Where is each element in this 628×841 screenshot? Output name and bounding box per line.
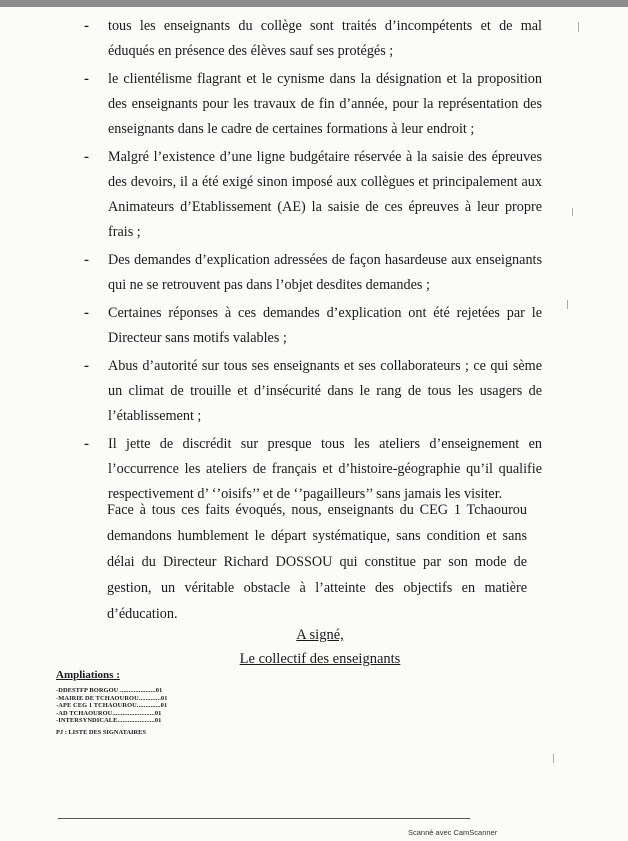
grievance-text: Des demandes d’explication adressées de façon hasardeuse aux enseignants qui ne se retrouvent pas dans l’objet desdites demandes ;	[108, 252, 542, 293]
bullet-marker: -	[84, 71, 89, 87]
bullet-marker: -	[84, 149, 89, 165]
signatory-collective: Le collectif des enseignants	[239, 651, 401, 667]
scan-speck	[572, 208, 573, 216]
grievance-text: le clientélisme flagrant et le cynisme dans la désignation et la proposition des enseignants pour les travaux de fin d’année, pour la représentation des enseignants dans le cadre de certaines formations à leur endroit ;	[108, 71, 542, 137]
grievance-text: tous les enseignants du collège sont traités d’incompétents et de mal éduqués en présence des élèves sauf ses protégés ;	[108, 18, 542, 59]
grievance-text: Malgré l’existence d’une ligne budgétaire réservée à la saisie des épreuves des devoirs, il a été exigé sinon imposé aux collègues et principalement aux Animateurs d’Etablissement (AE) la saisie de ces épreuves à leur propre frais ;	[108, 149, 542, 240]
signature-block	[190, 625, 450, 669]
list-item	[84, 67, 542, 142]
bullet-marker: -	[84, 305, 89, 321]
list-item: -APE CEG 1 TCHAOUROU..............01	[56, 702, 168, 710]
attachment-note: PJ : LISTE DES SIGNATAIRES	[56, 728, 146, 736]
scan-speck	[567, 300, 568, 309]
grievance-list	[84, 14, 542, 510]
list-item	[84, 432, 542, 507]
grievance-text: Certaines réponses à ces demandes d’explication ont été rejetées par le Directeur sans motifs valables ;	[108, 305, 542, 346]
scan-speck	[578, 22, 579, 32]
list-item	[84, 145, 542, 245]
ampliations-list	[56, 687, 168, 725]
signature-line: A signé,	[296, 627, 344, 643]
conclusion-paragraph: Face à tous ces faits évoqués, nous, enseignants du CEG 1 Tchaourou demandons humblement le départ systématique, sans condition et sans délai du Directeur Richard DOSSOU qui constitue par son mode de gestion, un véritable obstacle à l’atteinte des objectifs en matière d’éducation.	[107, 502, 527, 622]
list-item: -INTERSYNDICALE......................01	[56, 717, 162, 725]
ampliations-block	[56, 669, 168, 736]
list-item: -DDESTFP BORGOU .....................01	[56, 687, 163, 694]
ampliations-title: Ampliations :	[56, 669, 120, 681]
bullet-marker: -	[84, 358, 89, 374]
scanner-watermark: Scanné avec CamScanner	[408, 828, 498, 837]
list-item: -MAIRIE DE TCHAOUROU.............01	[56, 694, 168, 702]
scan-top-edge	[0, 0, 628, 7]
list-item	[84, 301, 542, 351]
list-item: -AD TCHAOUROU.........................01	[56, 709, 162, 717]
grievance-text: Il jette de discrédit sur presque tous les ateliers d’enseignement en l’occurrence les ateliers de français et d’histoire-géographie qu’il qualifie respectivement d’ ‘’oisifs’’ et de ‘’pagailleurs’’ sans jamais les visiter.	[108, 436, 542, 502]
list-item	[84, 354, 542, 429]
grievance-text: Abus d’autorité sur tous ses enseignants et ses collaborateurs ; ce qui sème un climat de trouille et d’insécurité dans le rang de tous les usagers de l’établissement ;	[108, 358, 542, 424]
footer-divider	[58, 818, 470, 819]
bullet-marker: -	[84, 436, 89, 452]
bullet-marker: -	[84, 18, 89, 34]
list-item	[84, 14, 542, 64]
bullet-marker: -	[84, 252, 89, 268]
list-item	[84, 248, 542, 298]
scan-speck	[553, 754, 554, 763]
